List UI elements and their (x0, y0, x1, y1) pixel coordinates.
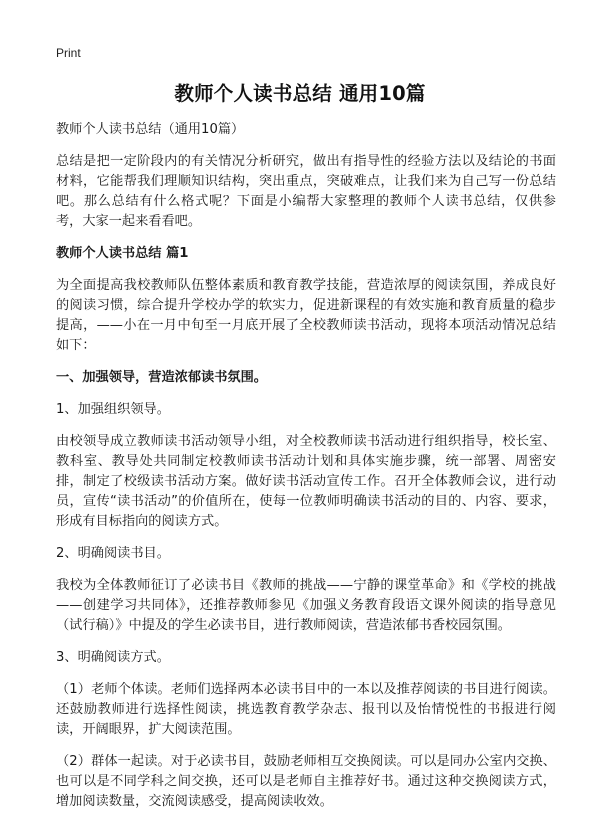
subheading-reading-method: 3、明确阅读方式。 (56, 650, 170, 665)
group-reading-paragraph: （2）群体一起读。对于必读书目，鼓励老师相互交换阅读。可以是同办公室内交换、也可以是不同学科之间交换，还可以是老师自主推荐好书。通过这种交换阅读方式，增加阅读数量，交流阅读感受，提高阅读收效。 (56, 754, 556, 809)
section-title: 教师个人读书总结 篇1 (56, 246, 189, 261)
individual-reading-paragraph: （1）老师个体读。老师们选择两本必读书目中的一本以及推荐阅读的书目进行阅读。还鼓励教师进行选择性阅读，挑选教育教学杂志、报刊以及怡情悦性的书报进行阅读，开阔眼界，扩大阅读范围。 (56, 682, 556, 737)
intro-paragraph: 总结是把一定阶段内的有关情况分析研究，做出有指导性的经验方法以及结论的书面材料，它能帮我们理顺知识结构，突出重点，突破难点，让我们来为自己写一份总结吧。那么总结有什么格式呢？下面是小编帮大家整理的教师个人读书总结，仅供参考，大家一起来看看吧。 (56, 154, 556, 229)
section-intro-paragraph: 为全面提高我校教师队伍整体素质和教育教学技能，营造浓厚的阅读氛围，养成良好的阅读习惯，综合提升学校办学的软实力，促进新课程的有效实施和教育质量的稳步提高，——小在一月中旬至一月底开展了全校教师读书活动，现将本项活动情况总结如下： (56, 278, 556, 353)
subheading-organization: 1、加强组织领导。 (56, 402, 170, 417)
document-title: 教师个人读书总结 通用10篇 (174, 82, 426, 105)
organization-paragraph: 由校领导成立教师读书活动领导小组，对全校教师读书活动进行组织指导，校长室、教科室、教导处共同制定校教师读书活动计划和具体实施步骤，统一部署、周密安排，制定了校级读书活动方案。做好读书活动宣传工作。召开全体教师会议，进行动员，宣传“读书活动”的价值所在，使每一位教师明确读书活动的目的、内容、要求，形成有目标指向的阅读方式。 (56, 434, 556, 529)
document-body (56, 120, 556, 824)
document-subtitle: 教师个人读书总结（通用10篇） (56, 122, 245, 137)
book-list-paragraph: 我校为全体教师征订了必读书目《教师的挑战——宁静的课堂革命》和《学校的挑战——创建学习共同体》，还推荐教师参见《加强义务教育段语文课外阅读的指导意见（试行稿）》中提及的学生必读书目，进行教师阅读，营造浓郁书香校园氛围。 (56, 578, 556, 633)
subheading-book-list: 2、明确阅读书目。 (56, 546, 170, 561)
heading-leadership: 一、加强领导，营造浓郁读书氛围。 (56, 370, 267, 385)
print-link[interactable]: Print (56, 46, 81, 60)
